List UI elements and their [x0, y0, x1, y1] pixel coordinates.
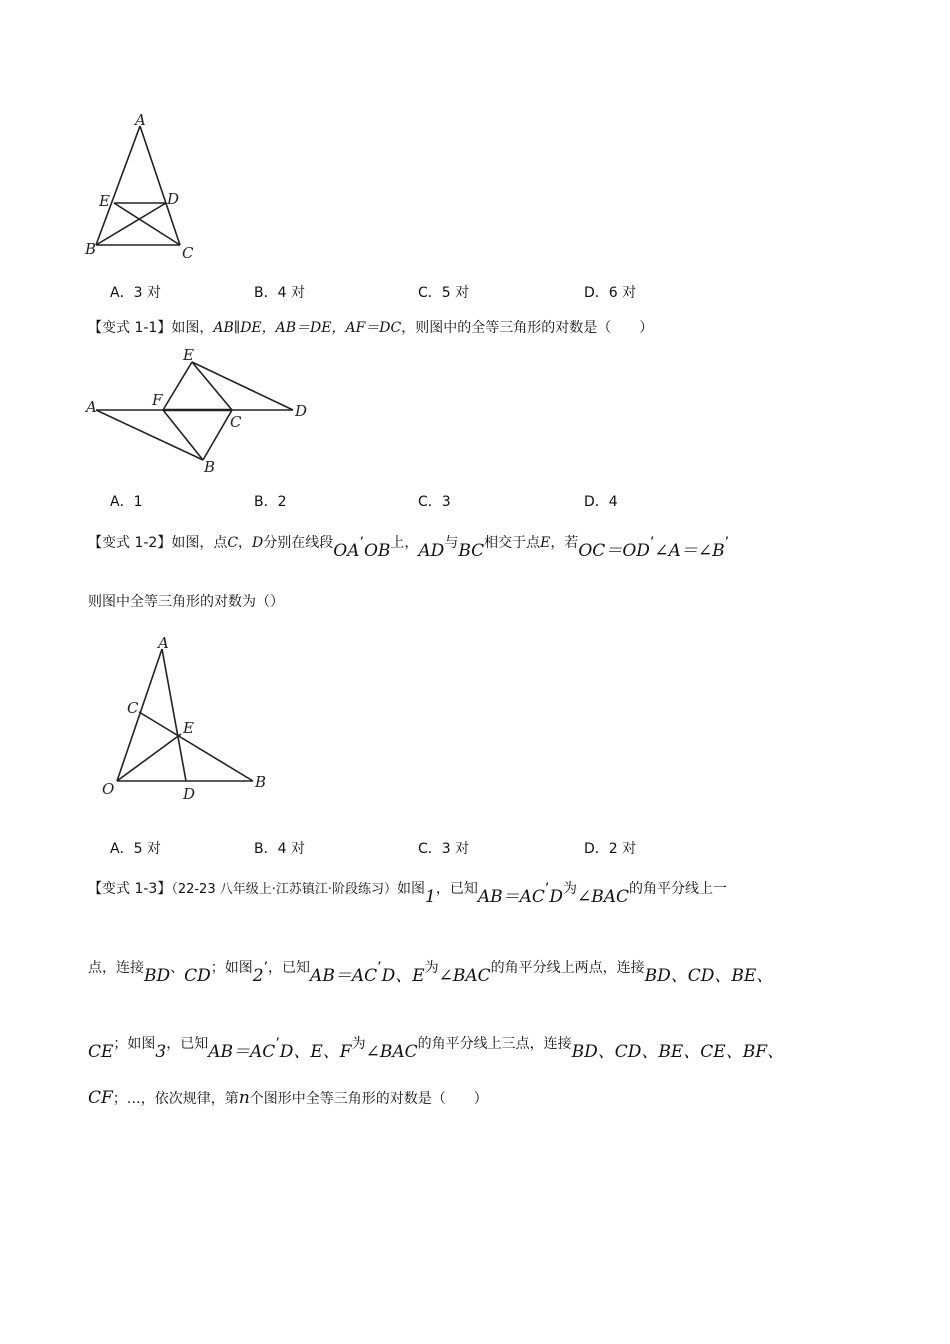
q1-conditions: AB∥DE，AB＝DE，AF＝DC: [213, 320, 402, 336]
q3-stem-line2: [88, 952, 774, 986]
q2-option-c[interactable]: C．3 对: [418, 841, 470, 857]
q3-l2-b: ；如图: [210, 960, 253, 976]
q2-t3: 上，: [390, 535, 419, 551]
label-A: A: [135, 111, 146, 129]
q2-sep: ，: [238, 535, 253, 551]
q2-t6: ，若: [550, 535, 579, 551]
q3-l1-c: 的角平分线上一: [629, 881, 728, 897]
label-B: B: [255, 773, 267, 791]
segment-ED: [192, 362, 293, 410]
label-D: D: [295, 402, 308, 420]
q3-points-def: D、E、F: [279, 1042, 352, 1062]
q3-fig-num-3: 3: [155, 1042, 167, 1062]
label-D: D: [183, 785, 196, 803]
q2-stem-line1: [88, 527, 730, 561]
q2-point-e: E: [540, 535, 551, 551]
label-E: E: [183, 719, 194, 737]
q1-text-pre: 如图，: [171, 320, 214, 336]
segment-OE: [117, 734, 181, 781]
q2-t4: 与: [444, 535, 459, 551]
q3-segs-2: BD、CD、BE、: [644, 966, 774, 986]
q1-option-c[interactable]: C．3: [418, 494, 451, 510]
q0-option-c[interactable]: C．5 对: [418, 285, 470, 301]
q3-angle-1: ∠BAC: [577, 887, 630, 907]
q3-eq-1: AB＝AC: [477, 887, 545, 907]
label-C: C: [230, 413, 242, 431]
q2-seg-oa: OA: [333, 541, 360, 561]
q3-seg-ce: CE: [88, 1042, 114, 1062]
q2-t5: 相交于点: [484, 535, 541, 551]
q3-comma-2b: ’: [377, 960, 382, 976]
q2-stem-line2: 则图中全等三角形的对数为（）: [88, 594, 284, 610]
q3-l4-b: 个图形中全等三角形的对数是（ ）: [249, 1091, 488, 1107]
segment-FB: [163, 410, 203, 460]
figure-3: [98, 632, 278, 804]
q3-l1-b: ，已知: [435, 881, 478, 897]
q3-var-n: n: [238, 1088, 250, 1108]
segment-CB: [139, 712, 253, 781]
q2-t1: 如图，点: [171, 535, 228, 551]
label-B: B: [85, 240, 97, 258]
q1-option-a[interactable]: A．1: [110, 494, 143, 510]
q2-eq1: OC＝OD: [578, 541, 650, 561]
q3-comma-3: ’: [275, 1036, 280, 1052]
segment-AC: [140, 126, 180, 245]
q3-angle-3: ∠BAC: [365, 1042, 418, 1062]
segment-AB: [96, 126, 140, 245]
q3-wei-2: 为: [424, 960, 439, 976]
label-E: E: [183, 346, 194, 364]
q1-option-b[interactable]: B．2: [254, 494, 287, 510]
q2-t2: 分别在线段: [263, 535, 334, 551]
q3-l2-a: 点，连接: [88, 960, 144, 976]
q2-comma1: ’: [359, 535, 364, 551]
segment-FE: [163, 362, 192, 410]
q1-option-d[interactable]: D．4: [584, 494, 618, 510]
q3-l1-a: 如图: [397, 881, 426, 897]
figure-triangle-1: [80, 108, 210, 268]
q3-comma-2a: ’: [263, 960, 269, 976]
q3-l3-b: 的角平分线上三点，连接: [417, 1036, 572, 1052]
segment-AD: [162, 649, 186, 781]
figure-2: [82, 344, 322, 476]
q1-tag: 【变式 1-1】: [88, 320, 172, 336]
q2-option-d[interactable]: D．2 对: [584, 841, 637, 857]
label-F: F: [152, 391, 163, 409]
q3-wei-3: 为: [351, 1036, 366, 1052]
q3-tag: 【变式 1-3】: [88, 881, 172, 897]
q3-angle-2: ∠BAC: [438, 966, 491, 986]
segment-OA: [117, 649, 162, 781]
q3-points-de: D、E: [381, 966, 425, 986]
segment-AB: [96, 410, 203, 460]
q2-tag: 【变式 1-2】: [88, 535, 172, 551]
q3-stem-line1: [88, 873, 728, 907]
q3-l3-yizhi: ，已知: [166, 1036, 209, 1052]
q3-seg-cf: CF: [88, 1088, 113, 1108]
q3-segs-3: BD、CD、BE、CE、BF、: [571, 1042, 785, 1062]
q3-l4-a: ；…，依次规律，第: [112, 1091, 239, 1107]
q2-seg-bc: BC: [458, 541, 485, 561]
q3-stem-line4: [88, 1088, 488, 1108]
label-O: O: [102, 780, 115, 798]
q3-eq-3: AB＝AC: [208, 1042, 276, 1062]
q3-stem-line3: [88, 1028, 785, 1062]
q1-text-post: ，则图中的全等三角形的对数是（ ）: [401, 320, 654, 336]
q2-point-c: C: [227, 535, 239, 551]
q3-point-d-1: D: [549, 887, 563, 907]
label-A: A: [158, 634, 169, 652]
segment-EC: [192, 362, 232, 410]
q3-fig-num-1: 1: [425, 887, 436, 907]
q3-source: （22-23 八年级上·江苏镇江·阶段练习）: [171, 882, 398, 897]
q2-option-a[interactable]: A．5 对: [110, 841, 161, 857]
q3-seg-bd-1: BD: [144, 966, 171, 986]
q0-option-b[interactable]: B．4 对: [254, 285, 305, 301]
q3-comma-1: ’: [544, 881, 550, 897]
q2-seg-ob: OB: [363, 541, 391, 561]
segment-CB: [203, 410, 232, 460]
q2-point-d: D: [252, 535, 264, 551]
q3-l2-d: 的角平分线上两点，连接: [490, 960, 645, 976]
q3-l3-a: ；如图: [113, 1036, 156, 1052]
q3-l2-c: ，已知: [268, 960, 311, 976]
q1-stem: [88, 317, 653, 337]
q3-seg-cd-1: CD: [184, 966, 211, 986]
label-A: A: [86, 398, 97, 416]
q3-fig-num-2: 2: [252, 966, 264, 986]
q2-eq2: ∠A＝∠B: [654, 541, 725, 561]
q3-eq-2: AB＝AC: [310, 966, 378, 986]
q3-dun-1: 、: [170, 960, 185, 976]
q2-comma3: ’: [724, 535, 730, 551]
label-B: B: [204, 458, 216, 476]
segment-EC: [114, 203, 180, 245]
q2-comma2: ’: [649, 535, 655, 551]
q0-option-d[interactable]: D．6 对: [584, 285, 637, 301]
label-C: C: [182, 244, 194, 262]
q2-option-b[interactable]: B．4 对: [254, 841, 305, 857]
q0-option-a[interactable]: A．3 对: [110, 285, 161, 301]
q3-wei-1: 为: [563, 881, 577, 897]
label-E: E: [99, 192, 110, 210]
q2-seg-ad: AD: [418, 541, 445, 561]
label-C: C: [127, 699, 139, 717]
label-D: D: [167, 190, 180, 208]
